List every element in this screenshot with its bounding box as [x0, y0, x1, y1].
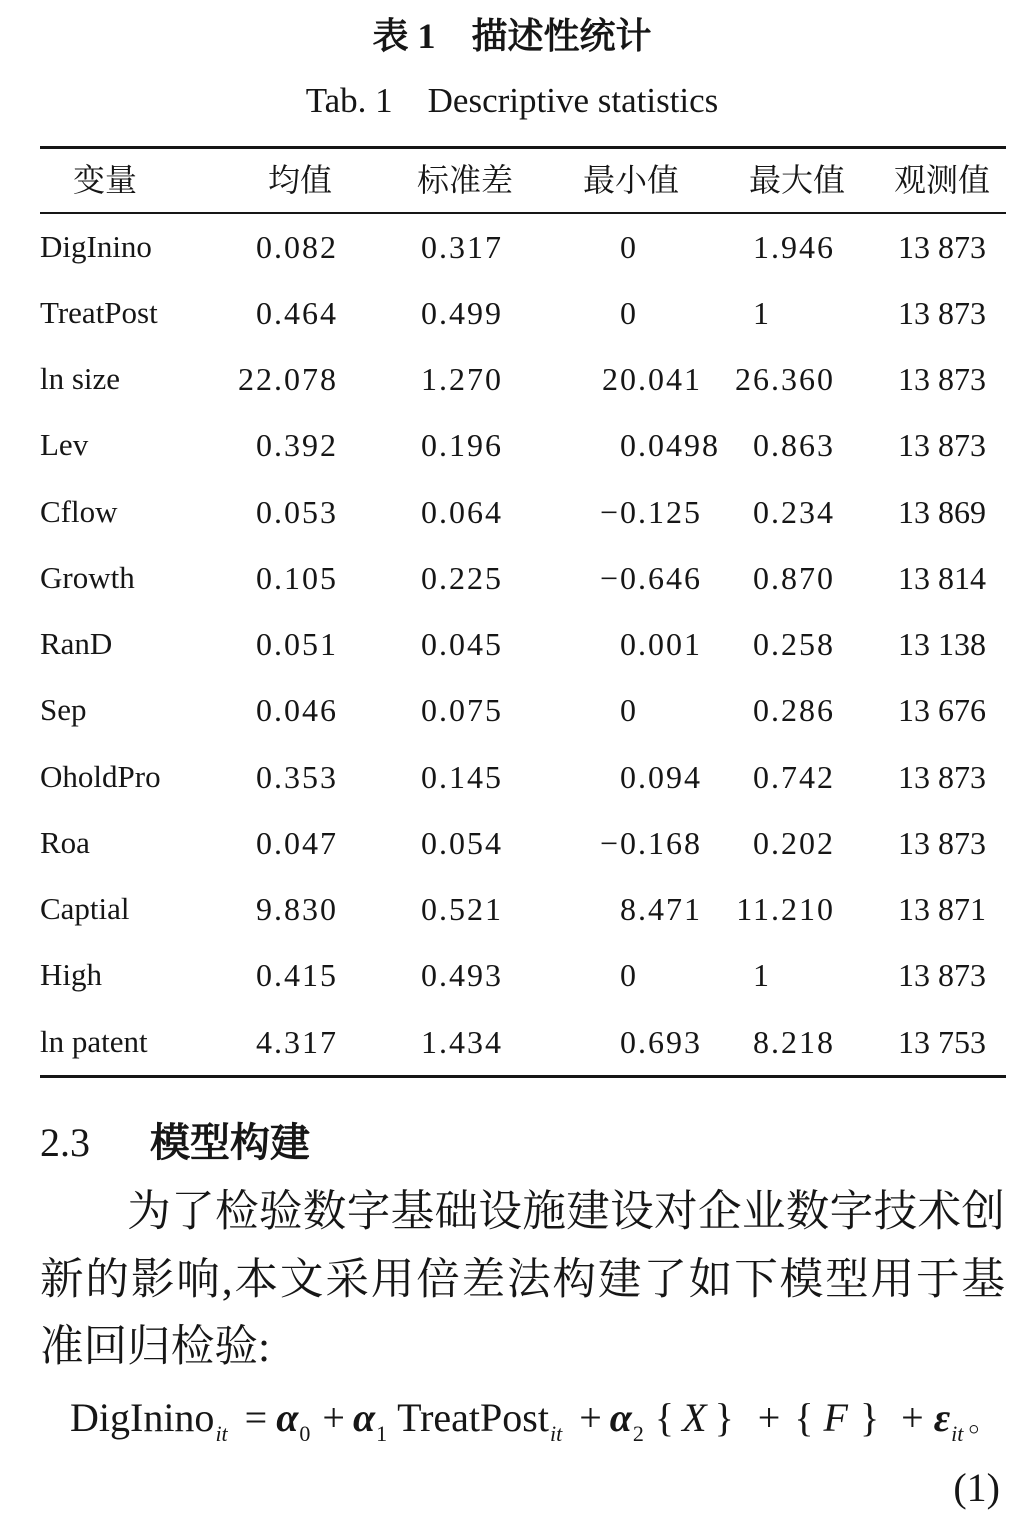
cell-variable: Growth — [40, 559, 135, 595]
eq-fixed-effects: F — [823, 1395, 848, 1440]
cell-variable: RanD — [40, 626, 113, 661]
table-row — [40, 677, 1006, 743]
eq-dependent-var: DigInino — [70, 1395, 215, 1440]
table-title: 表 1 描述性统计 — [372, 16, 652, 56]
table-row — [40, 214, 1006, 280]
eq-treatment-subscript: it — [549, 1420, 563, 1446]
cell-variable: Captial — [40, 891, 130, 926]
cell-min: 0 — [620, 228, 638, 265]
table-row — [40, 1009, 1006, 1075]
cell-max: 0.286 — [753, 692, 835, 729]
cell-min: 0.693 — [620, 1023, 702, 1060]
cell-variable: Lev — [40, 427, 89, 463]
table-header-row — [40, 149, 1006, 212]
cell-sd: 0.196 — [421, 427, 503, 464]
table-row — [40, 611, 1006, 677]
cell-min: −0.646 — [599, 559, 702, 596]
cell-max: 11.210 — [736, 891, 835, 927]
cell-variable: OholdPro — [40, 758, 161, 794]
cell-max: 1 — [753, 957, 771, 994]
table-row — [40, 280, 1006, 346]
header-min: 最小值 — [582, 162, 679, 198]
cell-mean: 0.053 — [256, 493, 338, 530]
eq-equals: = — [244, 1395, 268, 1440]
header-mean: 均值 — [267, 162, 332, 198]
cell-max: 1 — [753, 294, 771, 331]
cell-sd: 0.064 — [421, 493, 503, 530]
eq-brace-close: } — [714, 1395, 734, 1440]
descriptive-statistics-table — [40, 146, 1006, 1078]
cell-n: 13 873 — [898, 758, 986, 795]
eq-plus: + — [322, 1395, 345, 1440]
cell-n: 13 873 — [898, 824, 986, 861]
cell-sd: 0.054 — [421, 824, 503, 861]
cell-variable: ln size — [40, 361, 121, 396]
cell-mean: 4.317 — [256, 1023, 338, 1060]
cell-mean: 0.415 — [256, 957, 338, 994]
section-heading — [40, 1115, 310, 1171]
cell-n: 13 873 — [898, 957, 986, 994]
table-subtitle: Tab. 1 Descriptive statistics — [305, 81, 719, 120]
cell-max: 0.742 — [753, 758, 835, 795]
cell-max: 1.946 — [753, 228, 835, 265]
section-title: 模型构建 — [150, 1120, 310, 1165]
table-body — [40, 214, 1006, 1075]
cell-variable: TreatPost — [40, 294, 158, 330]
cell-variable: ln patent — [40, 1023, 148, 1059]
equation-1 — [70, 1388, 998, 1448]
body-paragraph: 为了检验数字基础设施建设对企业数字技术创新的影响,本文采用倍差法构建了如下模型用于基准回归检验: — [40, 1188, 1005, 1371]
cell-sd: 0.499 — [421, 294, 503, 331]
cell-mean: 0.464 — [256, 294, 338, 331]
section-number: 2.3 — [40, 1120, 90, 1165]
cell-n: 13 873 — [898, 294, 986, 331]
cell-max: 8.218 — [753, 1023, 835, 1060]
eq-brace-open: { — [794, 1395, 814, 1440]
eq-alpha-2-subscript: 2 — [632, 1420, 644, 1446]
cell-variable: Roa — [40, 824, 90, 860]
eq-controls: X — [682, 1395, 707, 1440]
cell-min: 0.0498 — [620, 427, 720, 464]
table-row — [40, 479, 1006, 545]
cell-mean: 0.353 — [256, 758, 338, 795]
eq-alpha-2: α — [609, 1395, 632, 1440]
cell-mean: 0.051 — [256, 626, 338, 662]
cell-mean: 0.046 — [256, 692, 338, 729]
cell-min: −0.168 — [599, 824, 702, 861]
eq-plus: + — [901, 1395, 924, 1440]
cell-sd: 1.434 — [421, 1023, 503, 1060]
cell-n: 13 138 — [898, 626, 986, 662]
cell-max: 0.258 — [753, 626, 835, 662]
cell-mean: 0.392 — [256, 427, 338, 464]
eq-plus: + — [757, 1395, 781, 1440]
cell-n: 13 869 — [898, 493, 986, 530]
eq-alpha-1-subscript: 1 — [376, 1420, 388, 1446]
cell-n: 13 873 — [898, 361, 986, 397]
header-max: 最大值 — [748, 162, 845, 198]
eq-brace-open: { — [654, 1395, 675, 1440]
cell-n: 13 871 — [898, 891, 986, 927]
cell-n: 13 814 — [898, 559, 986, 596]
eq-epsilon-subscript: it — [951, 1420, 964, 1446]
eq-brace-close: } — [859, 1395, 880, 1440]
cell-max: 0.202 — [753, 824, 835, 861]
header-obs: 观测值 — [893, 162, 990, 198]
eq-alpha-0: α — [276, 1395, 299, 1440]
cell-max: 0.234 — [753, 493, 835, 530]
cell-mean: 9.830 — [256, 891, 338, 927]
cell-sd: 0.145 — [421, 758, 503, 795]
cell-sd: 1.270 — [421, 361, 503, 397]
table-row — [40, 545, 1006, 611]
table-row — [40, 744, 1006, 810]
cell-mean: 0.105 — [256, 559, 338, 596]
cell-variable: Cflow — [40, 493, 118, 529]
cell-max: 26.360 — [735, 361, 835, 397]
cell-mean: 0.047 — [256, 824, 338, 861]
cell-mean: 0.082 — [256, 228, 338, 265]
cell-variable: Sep — [40, 692, 87, 728]
header-sd: 标准差 — [416, 162, 513, 198]
cell-min: 0.001 — [620, 626, 702, 662]
cell-sd: 0.317 — [421, 228, 503, 265]
equation-number: (1) — [953, 1465, 1000, 1510]
cell-n: 13 873 — [898, 427, 986, 464]
cell-n: 13 753 — [898, 1023, 986, 1060]
cell-variable: DigInino — [40, 228, 152, 264]
eq-treatment-var: TreatPost — [397, 1395, 549, 1440]
cell-sd: 0.225 — [421, 559, 503, 596]
header-variable: 变量 — [72, 162, 137, 198]
cell-min: 0.094 — [620, 758, 702, 795]
cell-n: 13 873 — [898, 228, 986, 265]
eq-alpha-0-subscript: 0 — [299, 1420, 311, 1446]
cell-max: 0.863 — [753, 427, 835, 464]
eq-end-mark: 。 — [968, 1405, 999, 1438]
cell-sd: 0.045 — [421, 626, 503, 662]
cell-sd: 0.075 — [421, 692, 503, 729]
table-row — [40, 412, 1006, 478]
table-row — [40, 810, 1006, 876]
cell-min: 8.471 — [620, 891, 702, 927]
cell-min: 0 — [620, 294, 638, 331]
cell-variable: High — [40, 957, 102, 993]
eq-plus: + — [579, 1395, 602, 1440]
table-row — [40, 942, 1006, 1008]
cell-min: −0.125 — [599, 493, 702, 530]
table-row — [40, 346, 1006, 412]
table-bottom-rule — [40, 1075, 1006, 1078]
eq-dependent-subscript: it — [215, 1420, 228, 1446]
eq-epsilon: ε — [933, 1395, 951, 1440]
cell-sd: 0.493 — [421, 957, 503, 994]
cell-min: 0 — [620, 692, 638, 729]
cell-min: 20.041 — [602, 361, 702, 397]
table-row — [40, 876, 1006, 942]
cell-max: 0.870 — [753, 559, 835, 596]
cell-n: 13 676 — [898, 692, 986, 729]
cell-min: 0 — [620, 957, 638, 994]
cell-sd: 0.521 — [421, 891, 503, 927]
eq-alpha-1: α — [352, 1395, 376, 1440]
cell-mean: 22.078 — [238, 361, 338, 397]
